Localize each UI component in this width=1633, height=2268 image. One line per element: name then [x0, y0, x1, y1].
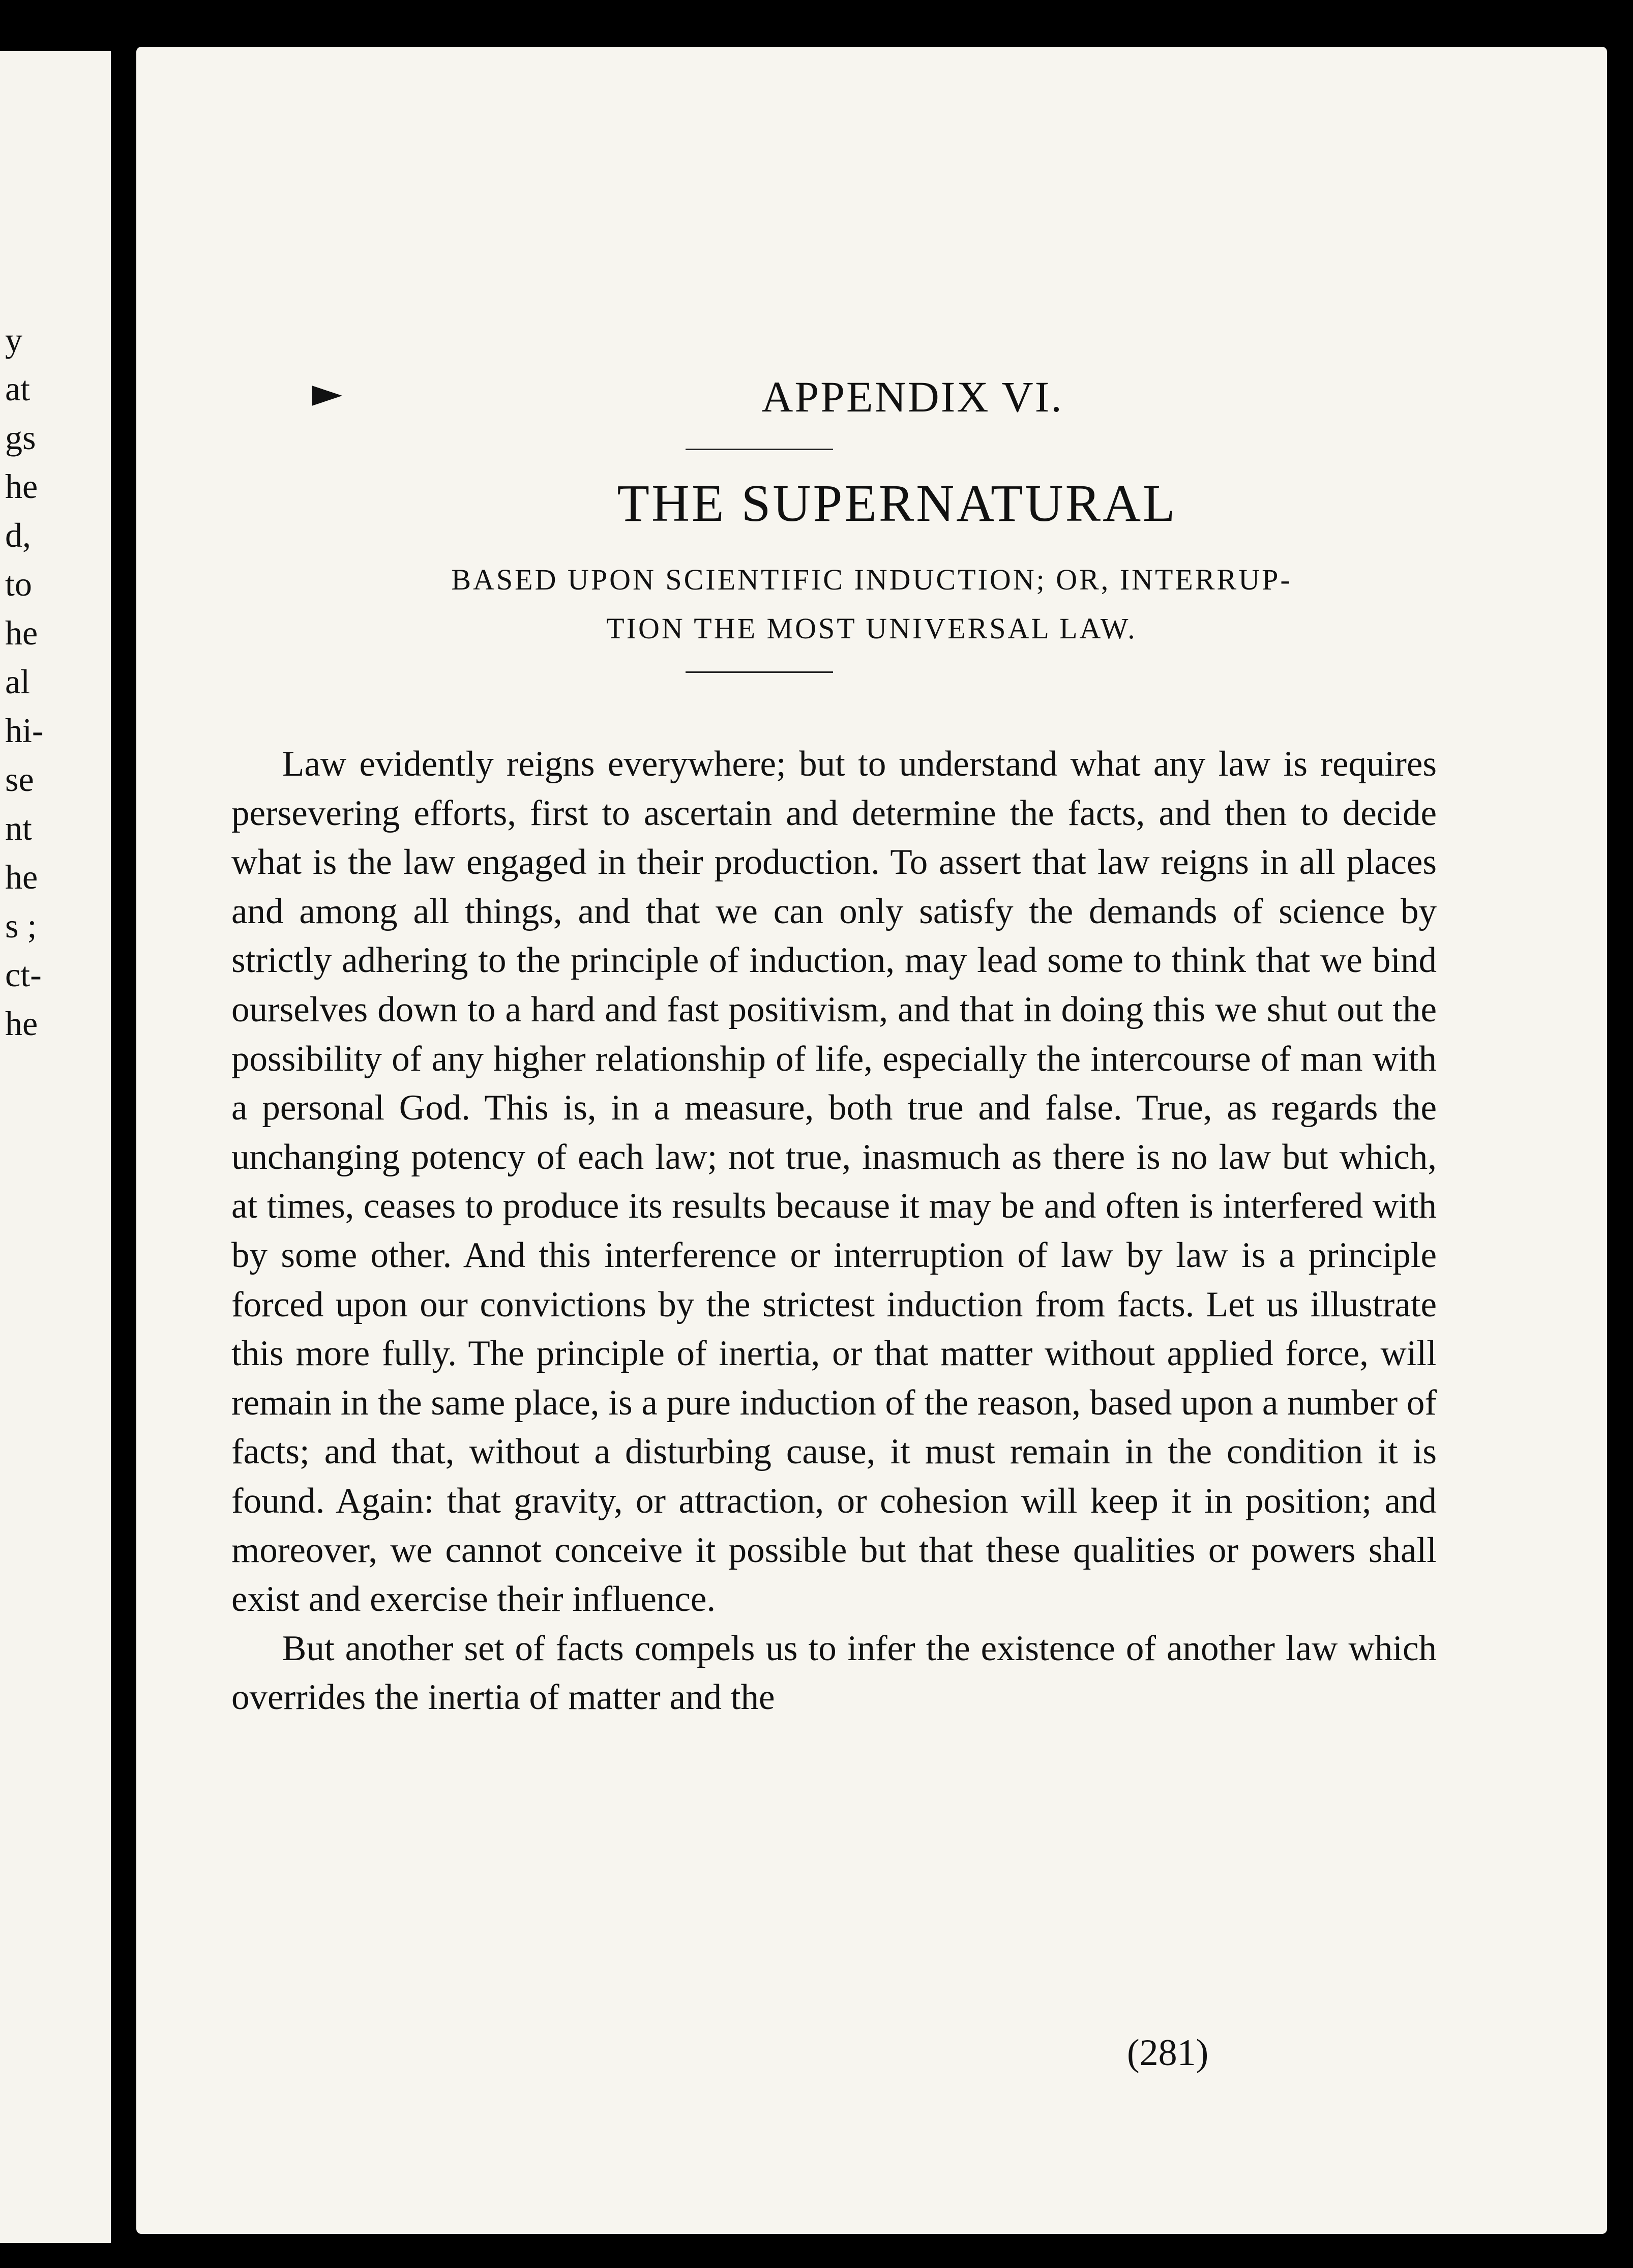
page-number: (281) [1127, 2032, 1209, 2074]
facing-page-fragment: he [5, 613, 38, 652]
facing-page-fragment: d, [5, 516, 31, 554]
facing-page-fragment: gs [5, 418, 36, 457]
facing-page-strip [0, 51, 111, 2243]
chapter-subtitle: BASED UPON SCIENTIFIC INDUCTION; OR, INTERRUP- TION THE MOST UNIVERSAL LAW. [451, 563, 1292, 645]
appendix-label: APPENDIX VI. [761, 372, 1063, 421]
facing-page-fragment: hi- [5, 711, 44, 750]
paragraph: Law evidently reigns everywhere; but to understand what any law is requires persevering efforts, first to ascertain and determine the facts, and then to decide what is the law engaged in their production. To assert that law reigns in all places and among all things, and that we can only satisfy the demands of science by strictly adhering to the principle of induction, may lead some to think that we bind ourselves down to a hard and fast positivism, and that in doing this we shut out the possibility of any higher relationship of life, especially the intercourse of man with a personal God. This is, in a measure, both true and false. True, as regards the unchanging potency of each law; not true, inasmuch as there is no law but which, at times, ceases to produce its results because it may be and often is interfered with by some other. And this interference or interruption of law by law is a principle forced upon our convictions by the strictest induction from facts. Let us illustrate this more fully. The principle of inertia, or that matter without applied force, will remain in the same place, is a pure induction of the reason, based upon a number of facts; and that, without a disturbing cause, it must remain in the condition it is found. Again: that gravity, or attraction, or cohesion will keep it in position; and moreover, we cannot conceive it possible but that these qualities or powers shall exist and exercise their influence. [231, 744, 1437, 1619]
facing-page-fragment: he [5, 467, 38, 506]
chapter-title: THE SUPERNATURAL [617, 474, 1177, 533]
facing-page-fragment: at [5, 369, 31, 408]
paragraph: But another set of facts compels us to infer the existence of another law which overrides the inertia of matter and the [231, 1628, 1437, 1718]
book-page [136, 47, 1607, 2234]
facing-page-fragment: y [5, 320, 22, 359]
body-text [231, 740, 1437, 1722]
facing-page-fragment: s ; [5, 906, 37, 945]
facing-page-fragment: al [5, 662, 31, 701]
facing-page-fragment: nt [5, 809, 32, 847]
facing-page-fragment: he [5, 1004, 38, 1043]
facing-page-fragment: to [5, 565, 32, 603]
facing-page-fragment: ct- [5, 955, 42, 994]
facing-page-fragment: se [5, 760, 34, 799]
heading-rule [686, 449, 833, 450]
heading-rule [686, 671, 833, 673]
facing-page-fragment: he [5, 858, 38, 896]
